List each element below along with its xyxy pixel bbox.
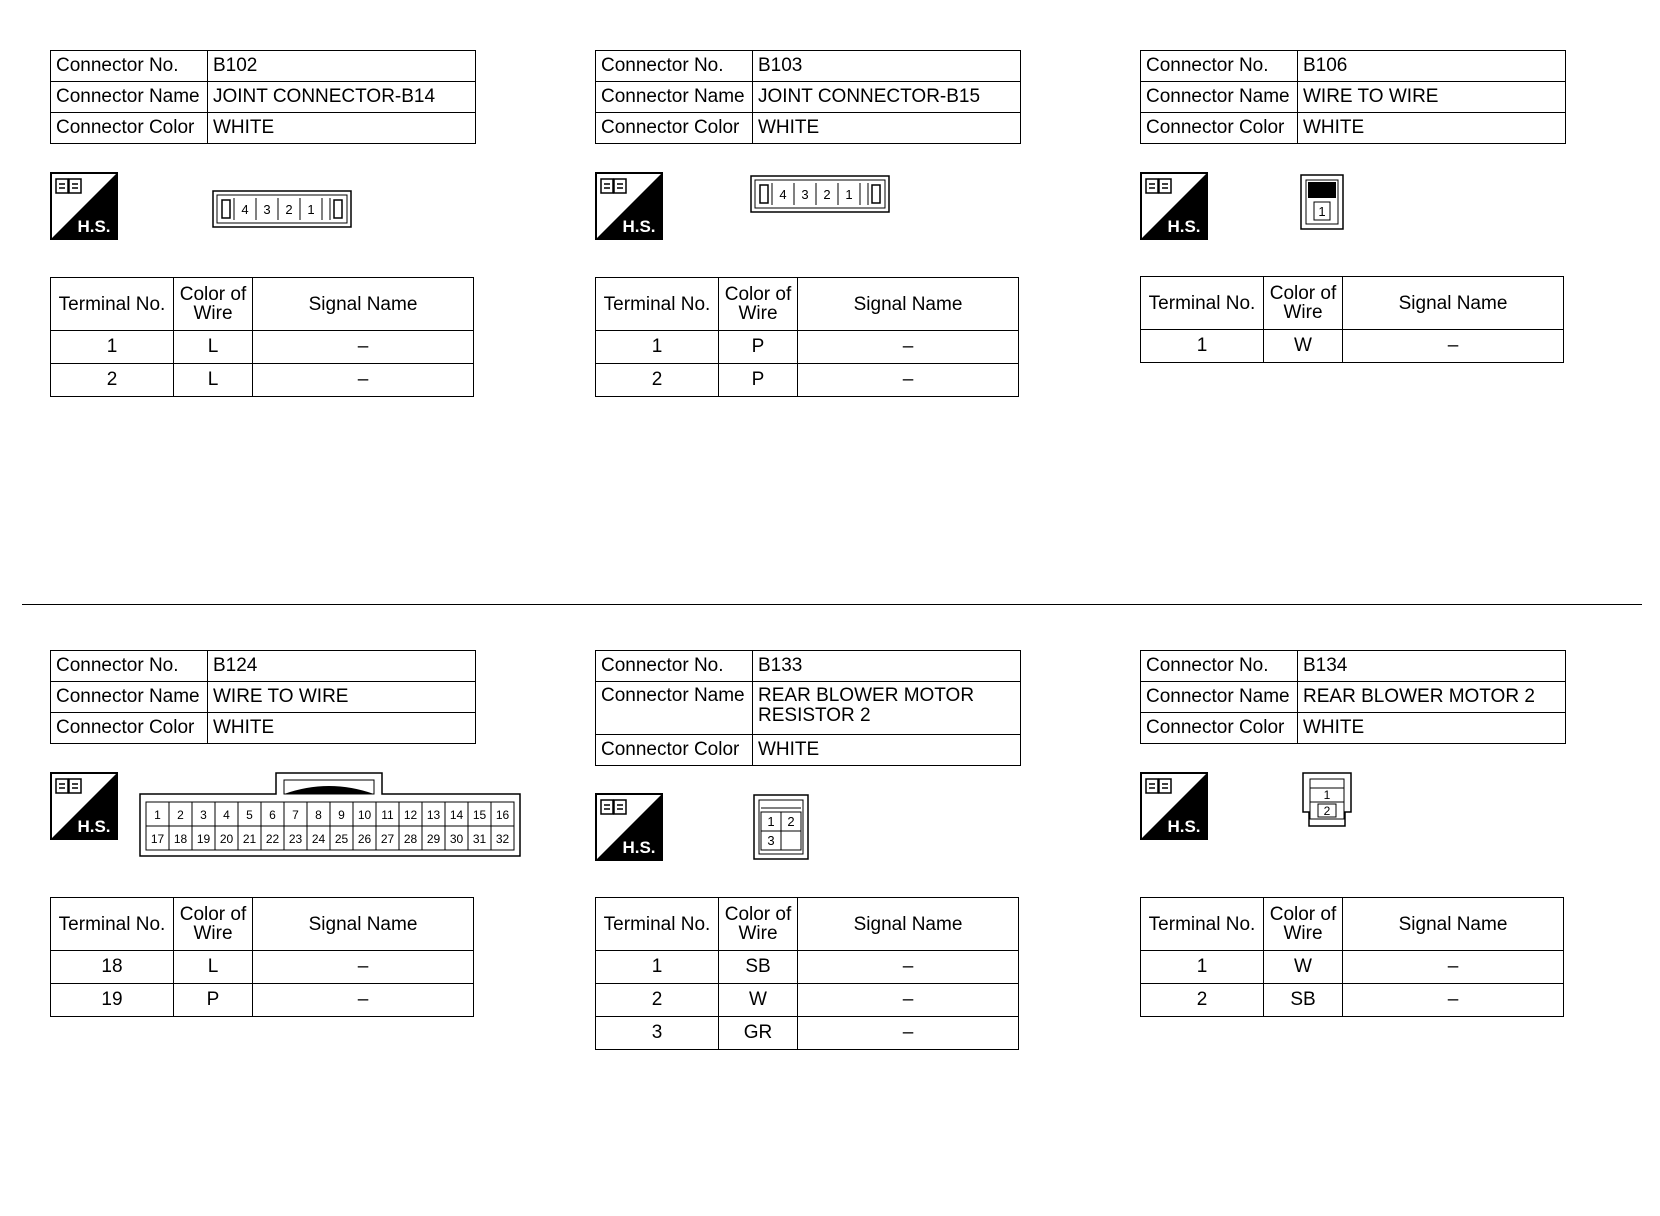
- wire-color-cell: L: [174, 364, 253, 397]
- table-row: [596, 951, 1019, 984]
- connector-name-label: Connector Name: [51, 82, 208, 113]
- table-row: [1141, 951, 1564, 984]
- pin-label: 8: [315, 808, 322, 822]
- pin-label: 7: [292, 808, 299, 822]
- connector-no-label: Connector No.: [596, 651, 753, 682]
- hs-label: H.S.: [77, 217, 111, 236]
- pin-label: 5: [246, 808, 253, 822]
- connector-info-table: [50, 650, 476, 744]
- connector-diagram: [138, 772, 522, 860]
- pin-label: 14: [449, 808, 464, 822]
- pin-label: 1: [1318, 204, 1326, 219]
- pin-label: 2: [823, 187, 831, 202]
- terminal-table: [595, 277, 1019, 397]
- table-row: [1141, 330, 1564, 363]
- pin-label: 3: [767, 833, 775, 848]
- signal-name-cell: –: [798, 1017, 1019, 1050]
- pin-label: 4: [223, 808, 230, 822]
- connector-name-value: WIRE TO WIRE: [1298, 82, 1566, 113]
- signal-name-cell: –: [798, 984, 1019, 1017]
- pin-label: 29: [426, 832, 441, 846]
- connector-color-value: WHITE: [1298, 113, 1566, 144]
- wire-color-cell: P: [719, 331, 798, 364]
- connector-diagram: [1300, 174, 1346, 232]
- terminal-no-header: Terminal No.: [1141, 898, 1264, 951]
- connector-color-value: WHITE: [753, 113, 1021, 144]
- connector-no-label: Connector No.: [1141, 51, 1298, 82]
- wire-color-header: Color of Wire: [719, 278, 798, 331]
- signal-name-header: Signal Name: [1343, 898, 1564, 951]
- connector-name-label: Connector Name: [51, 682, 208, 713]
- connector-info-table: [50, 50, 476, 144]
- wire-color-cell: P: [174, 984, 253, 1017]
- terminal-table: [1140, 276, 1564, 363]
- pin-label: 12: [403, 808, 418, 822]
- terminal-no-header: Terminal No.: [51, 898, 174, 951]
- pin-label: 3: [200, 808, 207, 822]
- pin-label: 1: [767, 814, 775, 829]
- signal-name-header: Signal Name: [798, 898, 1019, 951]
- pin-label: 31: [472, 832, 487, 846]
- connector-color-value: WHITE: [208, 113, 476, 144]
- pin-label: 2: [177, 808, 184, 822]
- pin-label: 4: [241, 202, 249, 217]
- terminal-no-cell: 2: [1141, 984, 1264, 1017]
- signal-name-cell: –: [253, 331, 474, 364]
- harness-side-icon: [595, 793, 663, 861]
- connector-block-b133: [595, 650, 1075, 1043]
- wire-color-cell: GR: [719, 1017, 798, 1050]
- wire-color-cell: P: [719, 364, 798, 397]
- terminal-table: [50, 897, 474, 1017]
- terminal-table: [50, 277, 474, 397]
- connector-color-label: Connector Color: [1141, 713, 1298, 744]
- pin-label: 3: [263, 202, 271, 217]
- signal-name-header: Signal Name: [1343, 277, 1564, 330]
- pin-label: 9: [338, 808, 345, 822]
- pin-label: 1: [1323, 788, 1331, 802]
- terminal-no-cell: 2: [596, 364, 719, 397]
- wire-color-cell: SB: [719, 951, 798, 984]
- pin-label: 15: [472, 808, 487, 822]
- terminal-no-cell: 2: [51, 364, 174, 397]
- table-row: [596, 364, 1019, 397]
- wire-color-header: Color of Wire: [1264, 898, 1343, 951]
- terminal-no-cell: 1: [51, 331, 174, 364]
- pin-label: 32: [495, 832, 510, 846]
- connector-no-value: B134: [1298, 651, 1566, 682]
- connector-color-label: Connector Color: [1141, 113, 1298, 144]
- connector-info-table: [1140, 50, 1566, 144]
- connector-no-value: B133: [753, 651, 1021, 682]
- wire-color-cell: L: [174, 331, 253, 364]
- terminal-no-header: Terminal No.: [596, 278, 719, 331]
- connector-color-label: Connector Color: [51, 113, 208, 144]
- connector-info-table: [1140, 650, 1566, 744]
- signal-name-cell: –: [1343, 951, 1564, 984]
- pin-label: 30: [449, 832, 464, 846]
- pin-label: 20: [219, 832, 234, 846]
- pin-label: 2: [1323, 804, 1331, 818]
- table-row: [596, 984, 1019, 1017]
- pin-label: 2: [787, 814, 795, 829]
- signal-name-header: Signal Name: [798, 278, 1019, 331]
- table-row: [51, 364, 474, 397]
- pin-label: 26: [357, 832, 372, 846]
- table-row: [1141, 984, 1564, 1017]
- pin-label: 3: [801, 187, 809, 202]
- wire-color-header: Color of Wire: [719, 898, 798, 951]
- wire-color-header: Color of Wire: [174, 898, 253, 951]
- pin-label: 21: [242, 832, 257, 846]
- connector-block-b106: [1140, 50, 1620, 356]
- pin-label: 23: [288, 832, 303, 846]
- connector-diagram: [750, 175, 892, 215]
- connector-name-value: JOINT CONNECTOR-B14: [208, 82, 476, 113]
- signal-name-header: Signal Name: [253, 278, 474, 331]
- connector-block-b102: [50, 50, 530, 390]
- connector-name-label: Connector Name: [1141, 82, 1298, 113]
- pin-label: 1: [154, 808, 161, 822]
- connector-info-table: [595, 650, 1021, 766]
- pin-label: 16: [495, 808, 510, 822]
- connector-color-label: Connector Color: [51, 713, 208, 744]
- wire-color-cell: SB: [1264, 984, 1343, 1017]
- pin-label: 28: [403, 832, 418, 846]
- wire-color-header: Color of Wire: [174, 278, 253, 331]
- hs-label: H.S.: [1167, 817, 1201, 836]
- pin-label: 10: [357, 808, 372, 822]
- terminal-no-cell: 3: [596, 1017, 719, 1050]
- signal-name-cell: –: [1343, 330, 1564, 363]
- signal-name-cell: –: [798, 331, 1019, 364]
- connector-no-value: B106: [1298, 51, 1566, 82]
- connector-color-value: WHITE: [1298, 713, 1566, 744]
- connector-diagram: [753, 794, 811, 862]
- connector-diagram: [1302, 772, 1354, 830]
- pin-label: 25: [334, 832, 349, 846]
- connector-name-value: WIRE TO WIRE: [208, 682, 476, 713]
- table-row: [51, 984, 474, 1017]
- connector-name-label: Connector Name: [1141, 682, 1298, 713]
- table-row: [596, 1017, 1019, 1050]
- connector-diagram: [212, 190, 354, 230]
- signal-name-cell: –: [253, 984, 474, 1017]
- hs-label: H.S.: [622, 838, 656, 857]
- connector-name-value: REAR BLOWER MOTOR 2: [1298, 682, 1566, 713]
- signal-name-cell: –: [253, 364, 474, 397]
- terminal-no-cell: 1: [596, 331, 719, 364]
- harness-side-icon: [50, 772, 118, 840]
- connector-block-b103: [595, 50, 1075, 390]
- table-row: [596, 331, 1019, 364]
- pin-label: 27: [380, 832, 395, 846]
- connector-no-value: B103: [753, 51, 1021, 82]
- connector-no-label: Connector No.: [596, 51, 753, 82]
- terminal-table: [595, 897, 1019, 1050]
- hs-label: H.S.: [77, 817, 111, 836]
- connector-color-value: WHITE: [753, 735, 1021, 766]
- connector-info-table: [595, 50, 1021, 144]
- pin-label: 13: [426, 808, 441, 822]
- table-row: [51, 331, 474, 364]
- connector-no-label: Connector No.: [1141, 651, 1298, 682]
- connector-name-value: REAR BLOWER MOTOR RESISTOR 2: [753, 682, 1021, 735]
- hs-label: H.S.: [622, 217, 656, 236]
- terminal-no-cell: 1: [1141, 330, 1264, 363]
- pin-label: 4: [779, 187, 787, 202]
- terminal-no-header: Terminal No.: [1141, 277, 1264, 330]
- signal-name-cell: –: [798, 951, 1019, 984]
- pin-label: 6: [269, 808, 276, 822]
- signal-name-cell: –: [253, 951, 474, 984]
- terminal-no-cell: 18: [51, 951, 174, 984]
- connector-no-label: Connector No.: [51, 651, 208, 682]
- connector-block-b134: [1140, 650, 1620, 1010]
- table-row: [51, 951, 474, 984]
- connector-name-label: Connector Name: [596, 82, 753, 113]
- connector-no-label: Connector No.: [51, 51, 208, 82]
- pin-label: 19: [196, 832, 211, 846]
- signal-name-header: Signal Name: [253, 898, 474, 951]
- connector-no-value: B102: [208, 51, 476, 82]
- signal-name-cell: –: [798, 364, 1019, 397]
- pin-label: 1: [845, 187, 853, 202]
- connector-color-value: WHITE: [208, 713, 476, 744]
- wire-color-cell: W: [1264, 951, 1343, 984]
- harness-side-icon: [1140, 772, 1208, 840]
- section-divider: [22, 604, 1642, 605]
- terminal-table: [1140, 897, 1564, 1017]
- pin-label: 18: [173, 832, 188, 846]
- pin-label: 2: [285, 202, 293, 217]
- terminal-no-cell: 19: [51, 984, 174, 1017]
- connector-block-b124: [50, 650, 590, 1010]
- terminal-no-cell: 1: [596, 951, 719, 984]
- harness-side-icon: [1140, 172, 1208, 240]
- connector-name-value: JOINT CONNECTOR-B15: [753, 82, 1021, 113]
- pin-label: 1: [307, 202, 315, 217]
- pin-label: 17: [150, 832, 165, 846]
- terminal-no-header: Terminal No.: [51, 278, 174, 331]
- connector-color-label: Connector Color: [596, 113, 753, 144]
- pin-label: 24: [311, 832, 326, 846]
- connector-no-value: B124: [208, 651, 476, 682]
- harness-side-icon: [50, 172, 118, 240]
- wire-color-cell: W: [719, 984, 798, 1017]
- pin-label: 11: [381, 808, 394, 822]
- wire-color-cell: W: [1264, 330, 1343, 363]
- wire-color-cell: L: [174, 951, 253, 984]
- harness-side-icon: [595, 172, 663, 240]
- connector-color-label: Connector Color: [596, 735, 753, 766]
- wire-color-header: Color of Wire: [1264, 277, 1343, 330]
- hs-label: H.S.: [1167, 217, 1201, 236]
- connector-name-label: Connector Name: [596, 682, 753, 735]
- pin-label: 22: [265, 832, 280, 846]
- signal-name-cell: –: [1343, 984, 1564, 1017]
- terminal-no-cell: 2: [596, 984, 719, 1017]
- terminal-no-header: Terminal No.: [596, 898, 719, 951]
- terminal-no-cell: 1: [1141, 951, 1264, 984]
